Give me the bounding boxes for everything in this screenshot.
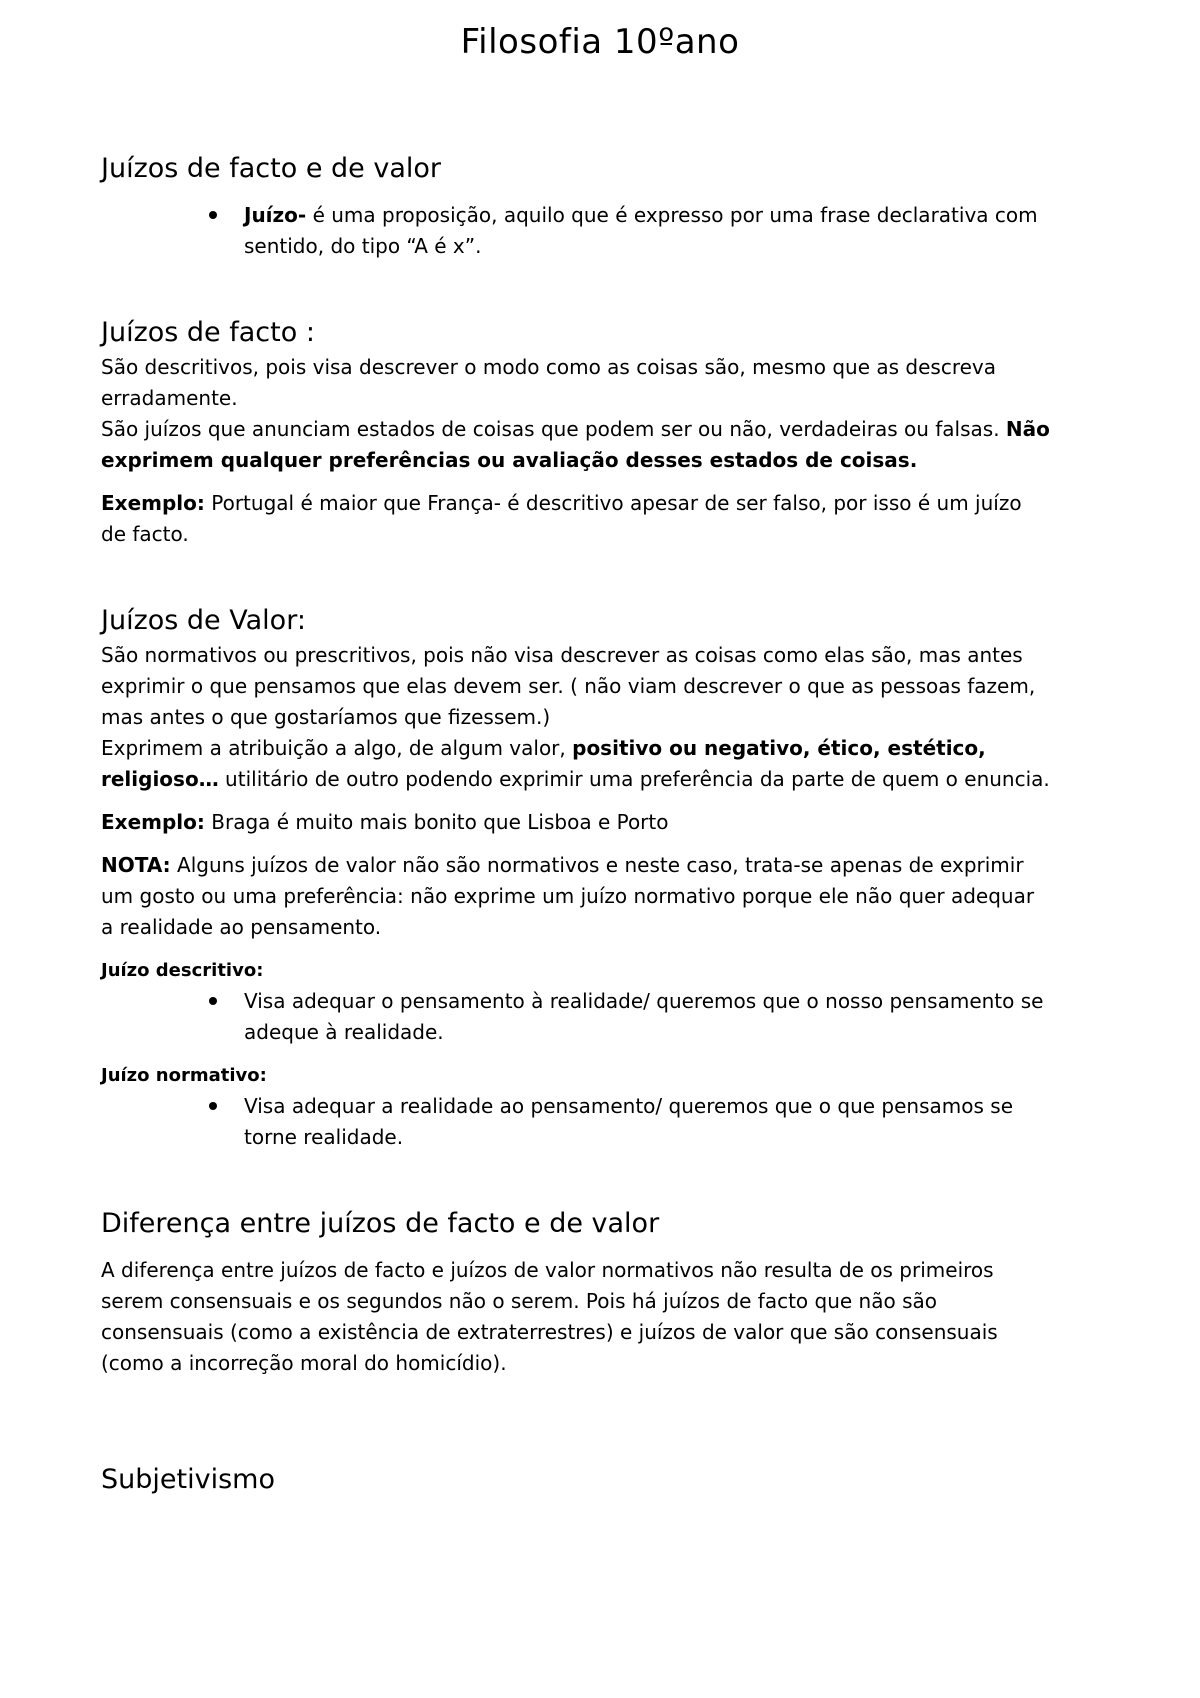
heading-diferenca: Diferença entre juízos de facto e de valor [101,1208,660,1239]
heading-valor: Juízos de Valor: [101,605,306,636]
bullet-text-normativo: Visa adequar a realidade ao pensamento/ queremos que o que pensamos se torne realidade. [244,1094,1014,1149]
document-title: Filosofia 10ºano [460,22,740,62]
bullet-list-normativo [101,1091,1051,1153]
list-item [244,1091,1051,1153]
text-valor-2a: Exprimem a atribuição a algo, de algum valor, [101,736,573,760]
bullet-list-juizo [101,200,1051,262]
paragraph-valor-1: São normativos ou prescritivos, pois não visa descrever as coisas como elas são, mas antes exprimir o que pensamos que elas devem ser. ( não viam descrever o que as pessoas fazem, mas antes o que gostaríamos que fizessem.) [101,643,1036,729]
list-item [244,986,1051,1048]
document-body [101,150,1051,1499]
label-juizo-descritivo: Juízo descritivo: [101,960,264,981]
text-facto-2-bold: Não exprimem qualquer preferências ou avaliação desses estados de coisas. [101,417,1050,472]
term-juizo: Juízo- [244,203,307,227]
bullet-icon [209,997,217,1005]
list-item [244,200,1051,262]
paragraph-facto-2 [101,414,1051,476]
paragraph-valor-2 [101,733,1051,795]
bullet-text-descritivo: Visa adequar o pensamento à realidade/ queremos que o nosso pensamento se adeque à realidade. [244,989,1044,1044]
note-text: Alguns juízos de valor não são normativos e neste caso, trata-se apenas de exprimir um gosto ou uma preferência: não exprime um juízo normativo porque ele não quer adequar a realidade ao pensamento. [101,853,1035,939]
heading-juizos: Juízos de facto e de valor [101,153,442,184]
paragraph-facto-1: São descritivos, pois visa descrever o modo como as coisas são, mesmo que as descreva erradamente. [101,355,997,410]
text-valor-2-bold: positivo ou negativo, ético, estético, religioso… [101,736,986,791]
example-text: Braga é muito mais bonito que Lisboa e Porto [204,810,669,834]
example-valor [101,807,1051,838]
bullet-icon [209,1102,217,1110]
example-text: Portugal é maior que França- é descritivo apesar de ser falso, por isso é um juízo de facto. [101,491,1022,546]
label-juizo-normativo: Juízo normativo: [101,1065,267,1086]
note-valor [101,850,1051,943]
bullet-list-descritivo [101,986,1051,1048]
heading-subjetivismo: Subjetivismo [101,1464,275,1495]
definition-juizo: é uma proposição, aquilo que é expresso por uma frase declarativa com sentido, do tipo “A é x”. [244,203,1038,258]
text-valor-2b: utilitário de outro podendo exprimir uma preferência da parte de quem o enuncia. [218,767,1050,791]
example-facto [101,488,1051,550]
bullet-icon [209,211,217,219]
paragraph-diferenca: A diferença entre juízos de facto e juízos de valor normativos não resulta de os primeiros serem consensuais e os segundos não o serem. Pois há juízos de facto que não são consensuais (como a existência de extraterrestres) e juízos de valor que são consensuais (como a incorreção moral do homicídio). [101,1258,998,1375]
example-label: Exemplo: [101,810,205,834]
heading-facto: Juízos de facto : [101,317,315,348]
example-label: Exemplo: [101,491,205,515]
note-label: NOTA: [101,853,171,877]
text-facto-2: São juízos que anunciam estados de coisas que podem ser ou não, verdadeiras ou falsas. [101,417,1006,441]
